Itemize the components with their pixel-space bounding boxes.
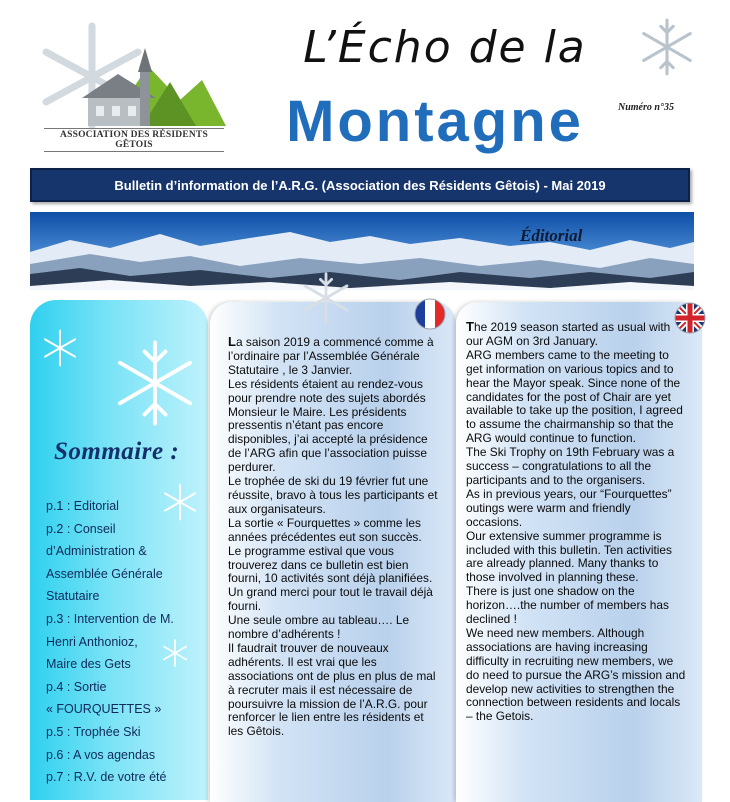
toc-item: p.5 : Trophée Ski bbox=[46, 724, 141, 739]
dropcap-letter: L bbox=[228, 334, 236, 349]
paragraph-text: Le programme estival que vous trouverez dans ce bulletin est bien fourni, 10 activités sont déjà planifiées. Un grand merci pour tout le travail déjà fourni. bbox=[228, 543, 433, 614]
logo-caption: ASSOCIATION DES RÉSIDENTS GÊTOIS bbox=[44, 128, 224, 152]
article-paragraph bbox=[466, 585, 688, 627]
article-paragraph bbox=[466, 446, 688, 488]
toc-item: p.6 : A vos agendas bbox=[46, 747, 156, 762]
paragraph-text: La sortie « Fourquettes » comme les années précédentes eut son succès. bbox=[228, 515, 422, 544]
paragraph-text: ARG members came to the meeting to get information on various topics and to hear the Mayor speak. Since none of the candidates for the post of Chair are yet available to take up the position, I agreed to assume the chairmanship so that the ARG would continue to function. bbox=[466, 347, 683, 446]
bulletin-bar bbox=[30, 168, 690, 202]
toc-item: Statutaire bbox=[46, 589, 100, 604]
toc-item: « FOURQUETTES » bbox=[46, 702, 162, 717]
toc-item: p.2 : Conseil bbox=[46, 521, 116, 536]
toc-item: Maire des Gets bbox=[46, 657, 131, 672]
snowflake-icon bbox=[636, 16, 698, 78]
article-paragraph bbox=[466, 488, 688, 530]
mountain-panorama-image bbox=[30, 212, 694, 290]
article-paragraph bbox=[466, 530, 688, 586]
newsletter-title-line1: L’Écho de la bbox=[303, 22, 587, 73]
toc-item: p.3 : Intervention de M. bbox=[46, 611, 174, 626]
article-paragraph bbox=[228, 642, 438, 739]
article-paragraph bbox=[228, 335, 438, 378]
toc-item: Henri Anthonioz, bbox=[46, 634, 138, 649]
paragraph-text: Les résidents étaient au rendez-vous pour prendre note des sujets abordés Monsieur le Maire. Les présidents pressentis n’étant pas encore disponibles, j’ai accepté la présidence de l’ARG afin que l’association puisse perdurer. bbox=[228, 376, 428, 475]
france-flag-icon bbox=[414, 298, 446, 330]
editorial-english-text bbox=[466, 320, 688, 724]
article-paragraph bbox=[466, 627, 688, 724]
issue-number: Numéro n°35 bbox=[618, 102, 674, 113]
toc-item: Assemblée Générale bbox=[46, 566, 163, 581]
paragraph-text: We need new members. Although associations are having increasing difficulty in recruiting new members, we do need to pursue the ARG’s mission and develop new activities to strengthen the connection between residents and locals – the Getois. bbox=[466, 625, 686, 724]
article-paragraph bbox=[228, 614, 438, 642]
paragraph-text: As in previous years, our “Fourquettes” outings were warm and friendly occasions. bbox=[466, 486, 672, 529]
newsletter-title-line2: Montagne bbox=[286, 89, 584, 154]
paragraph-text: Il faudrait trouver de nouveaux adhérents. Il est vrai que les associations ont de plus en plus de mal à recruter mais il est nécessaire de poursuivre la mission de l’A.R.G. pour renforcer le lien entre les résidents et les Gêtois. bbox=[228, 640, 436, 739]
editorial-label: Éditorial bbox=[520, 226, 583, 245]
article-paragraph bbox=[466, 349, 688, 446]
dropcap-letter: T bbox=[466, 319, 474, 334]
snowflake-icon bbox=[298, 270, 354, 326]
toc-item: p.7 : R.V. de votre été bbox=[46, 770, 167, 785]
paragraph-text: Our extensive summer programme is included with this bulletin. Ten activities are already planned. Many thanks to those involved in planning these. bbox=[466, 528, 672, 585]
toc-item: p.1 : Editorial bbox=[46, 499, 119, 513]
article-paragraph bbox=[466, 320, 688, 349]
article-paragraph bbox=[228, 545, 438, 615]
toc-item: d’Administration & bbox=[46, 544, 147, 559]
paragraph-text: There is just one shadow on the horizon….the number of members has declined ! bbox=[466, 584, 669, 627]
article-paragraph bbox=[228, 378, 438, 475]
editorial-french-text bbox=[228, 335, 438, 739]
snowflake-icon bbox=[160, 482, 200, 522]
paragraph-text: Une seule ombre au tableau…. Le nombre d’adhérents ! bbox=[228, 613, 410, 642]
sommaire-title: Sommaire : bbox=[54, 438, 180, 465]
snowflake-icon bbox=[160, 638, 190, 668]
paragraph-text: Le trophée de ski du 19 février fut une réussite, bravo à tous les participants et aux organisateurs. bbox=[228, 474, 438, 516]
paragraph-text: a saison 2019 a commencé comme à l’ordinaire par l’Assemblée Générale Statutaire , le 3 Janvier. bbox=[228, 335, 434, 377]
bulletin-bar-text: Bulletin d’information de l’A.R.G. (Association des Résidents Gêtois) - Mai 2019 bbox=[114, 177, 606, 193]
article-paragraph bbox=[228, 475, 438, 517]
snowflake-icon bbox=[110, 338, 200, 428]
paragraph-text: he 2019 season started as usual with our AGM on 3rd January. bbox=[466, 320, 671, 348]
toc-item: p.4 : Sortie bbox=[46, 679, 107, 694]
article-paragraph bbox=[228, 517, 438, 545]
paragraph-text: The Ski Trophy on 19th February was a success – congratulations to all the participants and to the organisers. bbox=[466, 445, 675, 487]
snowflake-icon bbox=[40, 328, 80, 368]
